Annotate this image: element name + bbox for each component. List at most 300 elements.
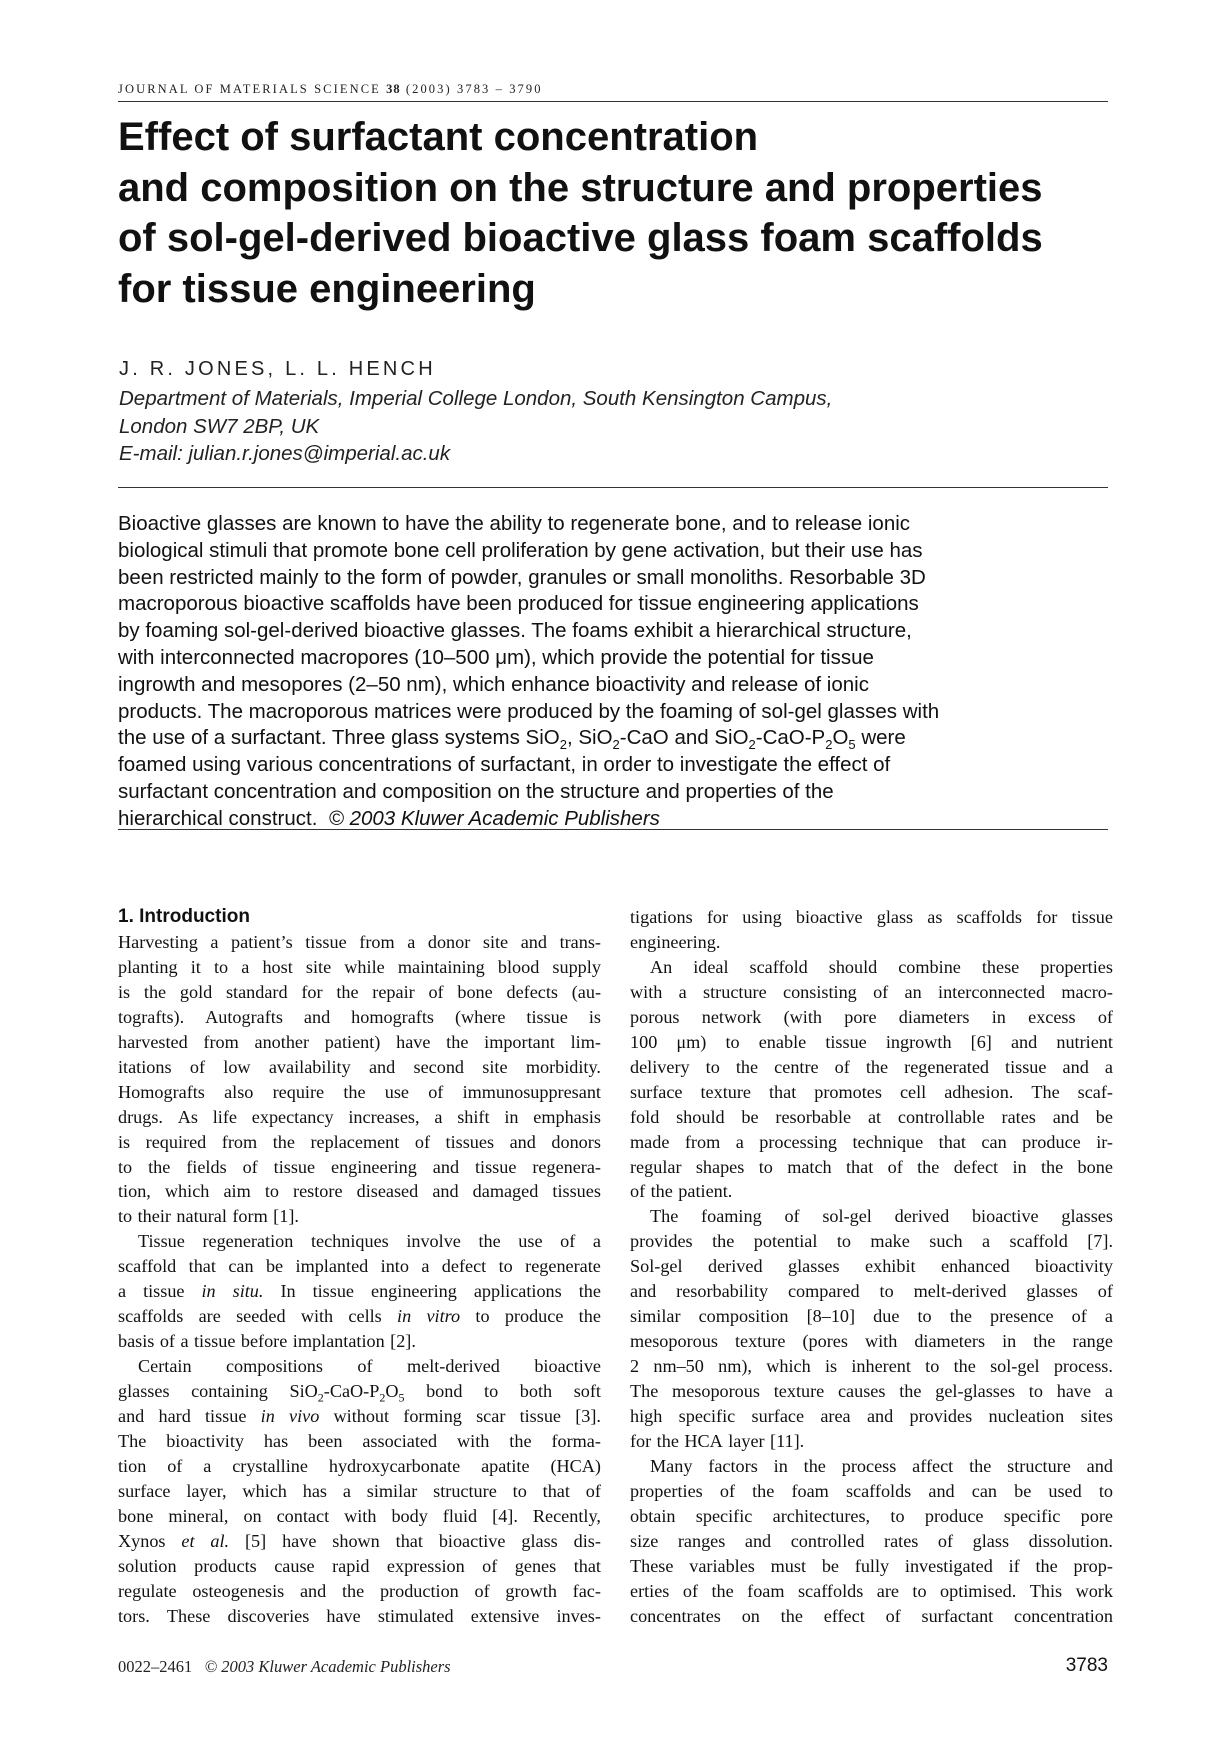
title-line: and composition on the structure and properties (118, 165, 1043, 210)
word: of (719, 1480, 735, 1501)
abstract-line: been restricted mainly to the form of powder, granules or small monoliths. Resorbable 3D (118, 565, 926, 589)
word: bone (457, 981, 493, 1002)
word: fields (186, 1156, 227, 1177)
body-line (630, 1080, 1113, 1105)
body-line (118, 980, 601, 1005)
body-line (118, 955, 601, 980)
word: composition (698, 1306, 789, 1327)
word: that (845, 1156, 874, 1177)
word: donors (551, 1131, 601, 1152)
word: should (676, 1106, 725, 1127)
word: and (928, 1480, 955, 1501)
body-line (630, 1404, 1113, 1429)
word: dissolution. (1028, 1530, 1113, 1551)
word: tissue (193, 1331, 236, 1352)
abstract-line: surfactant concentration and composition on the structure and properties of the (118, 779, 834, 803)
word: tissue (1071, 907, 1113, 927)
word: involve (406, 1231, 461, 1252)
word: to (917, 1306, 932, 1327)
word: patient. (678, 1181, 733, 1202)
word: stimulated (377, 1605, 454, 1626)
word: a (434, 1106, 443, 1127)
word: it (190, 956, 201, 977)
word: seeded (236, 1306, 286, 1327)
word: excess (1028, 1006, 1076, 1027)
word: μm) (676, 1031, 707, 1052)
word: As (177, 1106, 198, 1127)
word: hard (158, 1406, 191, 1427)
word: mesoporous (630, 1331, 718, 1352)
word: using (742, 907, 782, 927)
body-line (630, 1379, 1113, 1404)
word: Autografts (205, 1006, 283, 1027)
word: prop- (1073, 1555, 1113, 1576)
abstract-line: Bioactive glasses are known to have the ability to regenerate bone, and to release ionic (118, 512, 911, 535)
word: bioactive (795, 907, 863, 927)
word: a (342, 1480, 351, 1501)
word: Certain (138, 1356, 192, 1377)
word: nucleation (988, 1406, 1065, 1427)
word: inves- (556, 1605, 601, 1626)
word: have (282, 1530, 317, 1551)
word: regular (630, 1156, 682, 1177)
body-line (630, 1179, 1113, 1204)
word: aim (223, 1181, 251, 1202)
word: their (137, 1206, 171, 1227)
word: the (578, 1306, 601, 1327)
word: the (803, 1455, 826, 1476)
word: scar (476, 1406, 506, 1427)
word: adhesion. (944, 1081, 1014, 1102)
body-line (630, 1354, 1113, 1379)
word: increases, (348, 1106, 420, 1127)
title-line: for tissue engineering (118, 266, 536, 311)
word: an (904, 981, 922, 1002)
word: provides (630, 1231, 693, 1252)
word: the (578, 1281, 601, 1302)
word: dis- (573, 1530, 601, 1551)
word: is (588, 1006, 601, 1027)
word: [5] (244, 1530, 267, 1551)
word: glass (972, 1530, 1010, 1551)
word: the (752, 1480, 775, 1501)
word: structure (1007, 1455, 1071, 1476)
word: in (260, 1406, 275, 1427)
body-line (118, 1404, 601, 1429)
word: has (302, 1480, 327, 1501)
word: tissue (305, 931, 347, 952)
word: $SiO_2-CaO-P_2O_5$ (289, 1381, 405, 1405)
word: compositions (225, 1356, 323, 1377)
word: (with (783, 1006, 822, 1027)
word: nm–50 (653, 1356, 704, 1377)
word: variables (689, 1555, 755, 1576)
word: to (475, 1306, 490, 1327)
word: surfactant (921, 1605, 994, 1626)
word: that (768, 1081, 797, 1102)
word: regulate (118, 1580, 177, 1601)
word: supply (552, 956, 601, 977)
word: for (630, 1431, 652, 1452)
word: from (203, 1031, 239, 1052)
word: make (870, 1231, 910, 1252)
word: glasses (118, 1381, 170, 1402)
word: form (232, 1206, 268, 1227)
word: investigated (904, 1555, 993, 1576)
body-line (118, 1254, 601, 1279)
word: tissue (474, 1156, 517, 1177)
word: sol-gel (822, 1206, 872, 1227)
word: be (1095, 1106, 1113, 1127)
word: sol-gel (990, 1356, 1040, 1377)
word: glass (876, 907, 914, 927)
word: of (885, 1605, 901, 1626)
body-line (630, 1529, 1113, 1554)
page-number: 3783 (1065, 1655, 1108, 1676)
word: from (221, 1131, 258, 1152)
body-line (118, 1080, 601, 1105)
word: a (1104, 1306, 1113, 1327)
section-heading: 1. Introduction (118, 906, 250, 927)
author-affiliation (119, 385, 1109, 468)
word: of (474, 1580, 490, 1601)
word: are (876, 1580, 899, 1601)
word: These (630, 1555, 674, 1576)
word: is (118, 1131, 131, 1152)
body-line (630, 1454, 1113, 1479)
word: [4]. (492, 1505, 518, 1526)
word: into (380, 1256, 409, 1277)
word: patient’s (231, 931, 293, 952)
body-line (118, 1105, 601, 1130)
word: another (254, 1031, 310, 1052)
word: Harvesting (118, 931, 198, 952)
word: bone (1077, 1156, 1113, 1177)
word: diseased (356, 1181, 419, 1202)
word: to (758, 1156, 773, 1177)
word: tigations (630, 907, 693, 927)
body-line (118, 1204, 601, 1229)
word: melt-derived (913, 1281, 1007, 1302)
word: Homografts (118, 1081, 205, 1102)
word: Tissue (138, 1231, 185, 1252)
word: the (1040, 1156, 1064, 1177)
word: drugs. (118, 1106, 163, 1127)
word: situ. (232, 1281, 264, 1302)
word: the (343, 1081, 366, 1102)
word: the (865, 1056, 889, 1077)
word: nm), (718, 1356, 752, 1377)
word: tissue (273, 1156, 316, 1177)
word: have (396, 1031, 431, 1052)
word: [1]. (273, 1206, 299, 1227)
word: in (504, 1106, 519, 1127)
word: can (981, 1131, 1007, 1152)
word: centre (774, 1056, 819, 1077)
word: regenerated (904, 1056, 989, 1077)
word: bioactive (438, 1530, 506, 1551)
word: fold (630, 1106, 660, 1127)
body-line (630, 1055, 1113, 1080)
word: tissues (552, 1181, 601, 1202)
word: a (735, 1131, 744, 1152)
word: availability (268, 1056, 351, 1077)
body-line (630, 955, 1113, 980)
word: foaming (701, 1206, 762, 1227)
word: a (1104, 1056, 1113, 1077)
word: glass (521, 1530, 558, 1551)
word: process (841, 1455, 897, 1476)
word: which (242, 1480, 287, 1501)
word: the (711, 1580, 734, 1601)
word: from (684, 1131, 721, 1152)
word: to (705, 1056, 720, 1077)
word: be (265, 1256, 284, 1277)
word: regenerate (525, 1256, 601, 1277)
word: of (560, 1231, 576, 1252)
body-line (630, 905, 1113, 930)
word: bioactivity (166, 1431, 244, 1452)
word: with (630, 981, 663, 1002)
word: the (272, 1131, 295, 1152)
word: scaffolds (956, 907, 1022, 927)
word: a (118, 1281, 127, 1302)
word: rates (884, 1530, 919, 1551)
word: these (981, 956, 1020, 977)
word: ranges (677, 1530, 726, 1551)
word: in (397, 1306, 412, 1327)
word: expression (386, 1555, 465, 1576)
body-line (118, 1279, 601, 1304)
body-line (630, 1604, 1113, 1629)
word: tissue (143, 1281, 185, 1302)
word: is (118, 981, 131, 1002)
word: of (1097, 1006, 1113, 1027)
word: In (280, 1281, 296, 1302)
word: repair (372, 981, 415, 1002)
word: combine (898, 956, 961, 977)
word: mineral, (168, 1505, 229, 1526)
running-head (118, 82, 1108, 97)
word: the (949, 1306, 972, 1327)
word: use (518, 1231, 543, 1252)
word: effect (823, 1605, 865, 1626)
word: solution (118, 1555, 177, 1576)
word: glasses (1026, 1281, 1078, 1302)
word: maintaining (397, 956, 485, 977)
word: soft (573, 1381, 601, 1402)
word: ir- (1096, 1131, 1113, 1152)
word: scaffold (118, 1256, 177, 1277)
word: osteogenesis (192, 1580, 285, 1601)
word: a (592, 1231, 601, 1252)
journal-volume: 38 (386, 82, 401, 96)
word: glasses (788, 1256, 840, 1277)
word: of (159, 1331, 175, 1352)
word: the (969, 1455, 992, 1476)
word: a (210, 931, 219, 952)
word: a (982, 1231, 991, 1252)
journal-name: JOURNAL OF MATERIALS SCIENCE (118, 82, 381, 96)
word: patient) (324, 1031, 381, 1052)
body-line (118, 1579, 601, 1604)
word: network (701, 1006, 762, 1027)
word: discoveries (227, 1605, 310, 1626)
word: are (198, 1306, 221, 1327)
word: as (927, 907, 943, 927)
word: presence (989, 1306, 1054, 1327)
word: tissue (519, 1406, 562, 1427)
word: to (264, 1181, 279, 1202)
word: applications (473, 1281, 562, 1302)
word: contact (276, 1505, 330, 1526)
word: similar (630, 1306, 681, 1327)
word: the (143, 981, 167, 1002)
word: bioactive (534, 1356, 601, 1377)
word: and (630, 1281, 657, 1302)
word: of (585, 1480, 601, 1501)
word: tion, (118, 1181, 151, 1202)
word: structure (433, 1480, 497, 1501)
word: and (368, 1056, 396, 1077)
word: foam (791, 1480, 829, 1501)
word: to (484, 1381, 499, 1402)
word: forma- (551, 1431, 601, 1452)
word: engineering (371, 1281, 457, 1302)
body-line (630, 1504, 1113, 1529)
word: the (446, 1031, 469, 1052)
word: body (391, 1505, 428, 1526)
word: and (744, 1530, 772, 1551)
body-line (630, 1329, 1113, 1354)
word: surface (630, 1081, 683, 1102)
word: Xynos (118, 1530, 166, 1551)
header-rule (118, 101, 1108, 102)
word: consisting (783, 981, 857, 1002)
word: trans- (559, 931, 601, 952)
word: potential (753, 1231, 818, 1252)
word: processing (759, 1131, 838, 1152)
word: emphasis (533, 1106, 601, 1127)
word: concentrates (630, 1605, 721, 1626)
word: of (242, 1156, 258, 1177)
author-list: J. R. JONES, L. L. HENCH (119, 358, 436, 380)
word: rapid (332, 1555, 370, 1576)
word: the (341, 1580, 365, 1601)
word: also (224, 1081, 254, 1102)
word: tissue (312, 1281, 355, 1302)
word: Sol-gel (630, 1256, 683, 1277)
word: The (650, 1206, 679, 1227)
word: mesoporous (672, 1381, 760, 1402)
word: melt-derived (406, 1356, 500, 1377)
abstract-copyright: © 2003 Kluwer Academic Publishers (328, 806, 660, 830)
word: bioactivity (1035, 1256, 1113, 1277)
word: specific (678, 1406, 736, 1427)
word: of (1071, 1306, 1087, 1327)
body-line (118, 1130, 601, 1155)
word: An (650, 956, 673, 977)
word: vitro (426, 1306, 461, 1327)
word: natural (176, 1206, 227, 1227)
word: (HCA) (550, 1455, 601, 1476)
word: the (509, 1431, 532, 1452)
word: tografts). (118, 1006, 185, 1027)
word: defect (953, 1156, 999, 1177)
word: life (212, 1106, 237, 1127)
word: containing (191, 1381, 268, 1402)
word: of (482, 1555, 498, 1576)
word: et (181, 1530, 195, 1551)
word: the (780, 1605, 803, 1626)
word: the (735, 1056, 759, 1077)
word: homografts (351, 1006, 434, 1027)
word: controllable (897, 1106, 985, 1127)
word: that (188, 1256, 216, 1277)
word: compared (787, 1281, 860, 1302)
word: [6] (970, 1031, 992, 1052)
word: of (682, 1580, 698, 1601)
word: to (725, 1031, 740, 1052)
word: tors. (118, 1605, 150, 1626)
issn: 0022–2461 (118, 1657, 193, 1676)
word: a (203, 1455, 212, 1476)
word: of (189, 1056, 205, 1077)
abstract-line: foamed using various concentrations of surfactant, in order to investigate the effect of (118, 753, 891, 777)
body-line (118, 1604, 601, 1629)
word: layer (728, 1431, 765, 1452)
word: due (873, 1306, 900, 1327)
word: site (305, 956, 332, 977)
word: bone (118, 1505, 154, 1526)
word: used (1048, 1480, 1082, 1501)
word: to (912, 1580, 927, 1601)
word: the (148, 1156, 171, 1177)
word: before (240, 1331, 288, 1352)
body-line (118, 1155, 601, 1180)
word: products (194, 1555, 257, 1576)
word: at (867, 1106, 882, 1127)
word: to (213, 956, 229, 977)
word: process. (1053, 1356, 1113, 1377)
word: to (890, 1505, 905, 1526)
word: fluid (442, 1505, 478, 1526)
body-line (630, 1304, 1113, 1329)
word: produce (924, 1505, 984, 1526)
word: should (828, 956, 878, 977)
word: can (228, 1256, 254, 1277)
word: vivo (289, 1406, 320, 1427)
word: to (879, 1281, 894, 1302)
word: the (478, 1231, 501, 1252)
word: of (428, 981, 444, 1002)
abstract (118, 511, 1118, 833)
word: of (428, 1081, 444, 1102)
word: and (866, 1406, 894, 1427)
word: itations (118, 1056, 172, 1077)
word: controlled (790, 1530, 865, 1551)
word: site (482, 1056, 508, 1077)
affiliation-line: London SW7 2BP, UK (119, 414, 320, 438)
word: cells (348, 1306, 382, 1327)
word: concentration (1014, 1605, 1113, 1626)
word: production (379, 1580, 459, 1601)
body-line (118, 930, 601, 955)
abstract-line: the use of a surfactant. Three glass systems SiO$_2$, SiO$_2$-CaO and $SiO_2-CaO-P_2O_5$ were (118, 726, 906, 753)
word: been (308, 1431, 343, 1452)
abstract-top-rule (118, 487, 1108, 488)
body-line (118, 1304, 601, 1329)
